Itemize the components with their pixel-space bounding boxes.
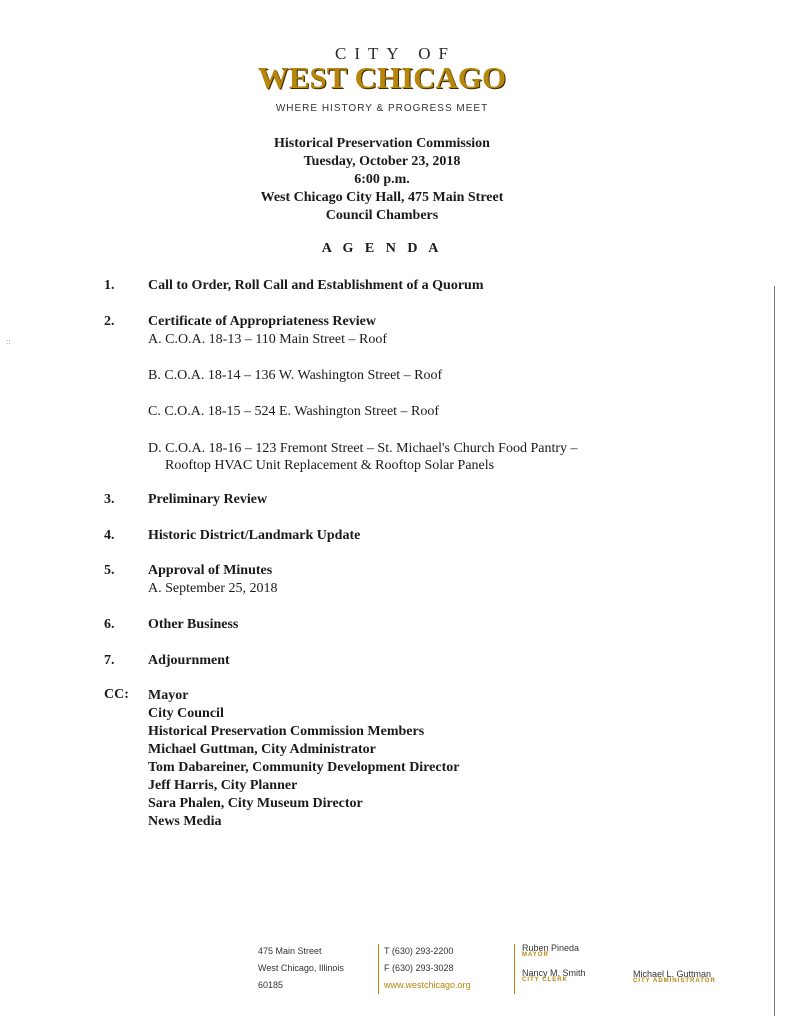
item-number: 7. xyxy=(104,653,115,668)
footer-website-link[interactable]: www.westchicago.org xyxy=(384,980,471,990)
item-number: 4. xyxy=(104,528,115,543)
admin-title: CITY ADMINISTRATOR xyxy=(633,978,716,984)
item-number: 3. xyxy=(104,492,115,507)
item-title: Preliminary Review xyxy=(148,492,268,507)
cc-recipient: Mayor xyxy=(148,688,189,703)
sub-item: C. C.O.A. 18-15 – 524 E. Washington Street – Roof xyxy=(148,404,440,419)
sub-item: A. C.O.A. 18-13 – 110 Main Street – Roof xyxy=(148,332,388,347)
item-title: Historic District/Landmark Update xyxy=(148,528,361,543)
cc-recipient: Tom Dabareiner, Community Development Director xyxy=(148,760,460,775)
admin-name: Michael L. Guttman xyxy=(633,969,712,979)
footer-administrator xyxy=(633,969,716,985)
cc-recipient: Historical Preservation Commission Members xyxy=(148,724,425,739)
cc-recipient: Jeff Harris, City Planner xyxy=(148,778,298,793)
footer-phone: T (630) 293-2200 xyxy=(384,946,454,956)
item-title: Certificate of Appropriateness Review xyxy=(148,314,376,329)
cc-recipient: Sara Phalen, City Museum Director xyxy=(148,796,363,811)
sub-item-continued xyxy=(148,457,494,475)
cc-recipient: City Council xyxy=(148,706,224,721)
cc-recipient: News Media xyxy=(148,814,222,829)
item-number: 5. xyxy=(104,563,115,578)
agenda-title: A G E N D A xyxy=(321,241,443,256)
footer-divider xyxy=(378,944,379,994)
footer-address-line: 60185 xyxy=(258,980,284,990)
sub-item-continued-text: Rooftop HVAC Unit Replacement & Rooftop Solar Panels xyxy=(165,458,495,473)
logo-city-of: CITY OF xyxy=(334,44,456,63)
logo-west-chicago: WEST CHICAGO xyxy=(257,60,507,95)
footer-divider xyxy=(514,944,515,994)
meeting-header xyxy=(0,135,764,225)
footer-address-line: 475 Main Street xyxy=(258,946,322,956)
mayor-name: Ruben Pineda xyxy=(522,943,580,953)
sub-item: B. C.O.A. 18-14 – 136 W. Washington Street – Roof xyxy=(148,368,443,383)
sub-item: A. September 25, 2018 xyxy=(148,581,278,596)
sub-item: D. C.O.A. 18-16 – 123 Fremont Street – St. Michael's Church Food Pantry – xyxy=(148,441,578,456)
footer-fax: F (630) 293-3028 xyxy=(384,963,454,973)
item-number: 6. xyxy=(104,617,115,632)
item-title: Approval of Minutes xyxy=(148,563,273,578)
scan-edge-line xyxy=(774,286,775,1016)
meeting-date: Tuesday, October 23, 2018 xyxy=(303,154,461,169)
clerk-name: Nancy M. Smith xyxy=(522,968,586,978)
cc-recipient: Michael Guttman, City Administrator xyxy=(148,742,376,757)
meeting-time: 6:00 p.m. xyxy=(354,172,410,187)
footer-contact xyxy=(384,943,471,994)
item-title: Call to Order, Roll Call and Establishment of a Quorum xyxy=(148,278,484,293)
item-title: Other Business xyxy=(148,617,239,632)
meeting-location: West Chicago City Hall, 475 Main Street xyxy=(260,190,504,205)
cc-recipients xyxy=(148,687,459,831)
cc-label: CC: xyxy=(104,687,129,702)
clerk-title: CITY CLERK xyxy=(522,977,568,983)
footer-address-line: West Chicago, Illinois xyxy=(258,963,344,973)
logo-tagline: WHERE HISTORY & PROGRESS MEET xyxy=(275,103,489,114)
margin-mark: :: xyxy=(6,337,11,346)
item-title: Adjournment xyxy=(148,653,230,668)
mayor-title: MAYOR xyxy=(522,952,549,958)
footer-officials xyxy=(522,943,586,984)
commission-name: Historical Preservation Commission xyxy=(274,136,490,151)
item-number: 2. xyxy=(104,314,115,329)
meeting-room: Council Chambers xyxy=(325,208,439,223)
footer-address xyxy=(258,943,344,994)
item-number: 1. xyxy=(104,278,115,293)
